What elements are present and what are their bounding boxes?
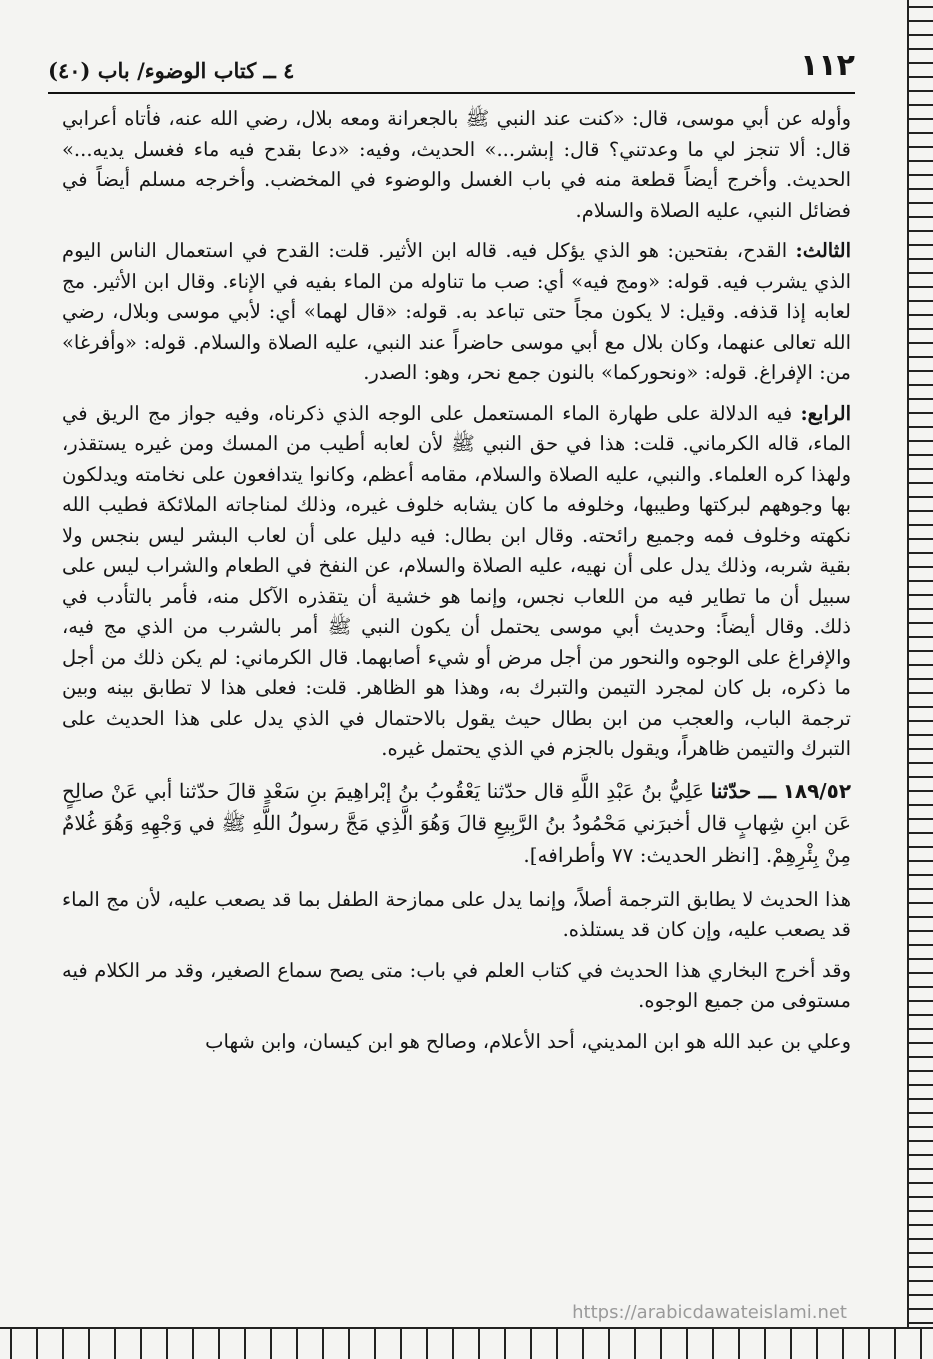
page-number: ١١٢	[800, 48, 855, 83]
decorative-border-right	[907, 0, 933, 1359]
running-title: ٤ ــ كتاب الوضوء/ باب (٤٠)	[48, 58, 295, 83]
paragraph	[62, 399, 851, 765]
hadith-text	[62, 775, 851, 871]
paragraph-text: وأوله عن أبي موسى، قال: «كنت عند النبي ﷺ بالجعرانة ومعه بلال، رضي الله عنه، فأتاه أعرابي قال: ألا تنجز لي ما وعدتني؟ قال: إبشر...» الحديث، وفيه: «دعا بقدح فيه ماء فغسل يديه...» الحديث. وأخرج أيضاً قطعة منه في باب الغسل والوضوء في المخضب. وأخرجه مسلم أيضاً في فضائل النبي، عليه الصلاة والسلام.	[62, 107, 851, 222]
paragraph-text: فيه الدلالة على طهارة الماء المستعمل على الوجه الذي ذكرناه، وفيه جواز مج الريق في الماء، قاله الكرماني. قلت: هذا في حق النبي ﷺ لأن لعابه أطيب من المسك ومن غيره يستقذر، ولهذا كره العلماء. والنبي، عليه الصلاة والسلام، مقامه أعظم، وكانوا يتدافعون على نخامته ويدلكون بها وجوههم لبركتها وطيبها، وخلوفه ما كان يشابه خلوف غيره، وذلك لمناجاته الملائكة فطيب الله نكهته وخلوف فمه وجميع رائحته. وقال ابن بطال: فيه دليل على أن لعاب البشر ليس بنجس ولا بقية شربه، وذلك يدل على أن نهيه، عليه الصلاة والسلام، عن النفخ في الطعام والشراب ليس على سبيل أن ما تطاير فيه من اللعاب نجس، وإنما هو خشية أن يتقذره الآكل منه، فأمر بالتأدب في ذلك. وقال أيضاً: وحديث أبي موسى يحتمل أن يكون النبي ﷺ أمر بالشرب من الذي مج فيه، والإفراغ على الوجوه والنحور من أجل مرض أو شيء أصابهما. قال الكرماني: لم يكن ذلك من أجل ما ذكره، بل كان لمجرد التيمن والتبرك به، وهذا هو الظاهر. قلت: فعلى هذا لا تطابق بينه وبين ترجمة الباب، والعجب من ابن بطال حيث يقول بالاحتمال في الذي يدل على هذا الحديث على التبرك والتيمن ظاهراً، ويقول بالجزم في الذي يحتمل غيره.	[62, 401, 851, 760]
commentary-paragraph: وعلي بن عبد الله هو ابن المديني، أحد الأعلام، وصالح هو ابن كيسان، وابن شهاب	[205, 1029, 851, 1053]
page-body	[62, 104, 851, 1067]
paragraph-lead: الثالث:	[795, 239, 851, 262]
paragraph-lead: الرابع:	[800, 401, 851, 425]
paragraph	[62, 236, 851, 389]
decorative-border-bottom	[0, 1327, 933, 1359]
source-watermark: https://arabicdawateislami.net	[572, 1302, 847, 1323]
hadith-number: ١٨٩/٥٢	[782, 778, 852, 803]
page-header	[48, 44, 855, 94]
paragraph-text: القدح، بفتحين: هو الذي يؤكل فيه. قاله ابن الأثير. قلت: القدح في استعمال الناس اليوم الذي يشرب فيه. قوله: «ومج فيه» أي: صب ما تناوله من الماء بفيه في الإناء. وقال ابن الأثير. مج لعابه إذا قذفه. وقيل: لا يكون مجاً حتى تباعد به. قوله: «قال لهما» أي: لأبي موسى وبلال، رضي الله تعالى عنهما، وكان بلال مع أبي موسى حاضراً عند النبي، عليه الصلاة والسلام. قوله: «وأفرغا» من: الإفراغ. قوله: «ونحوركما» بالنون جمع نحر، وهو: الصدر.	[62, 239, 851, 384]
hadith-body: عَلِيُّ بنُ عَبْدِ اللَّهِ قال حدّثنا يَعْقُوبُ بنُ إبْراهِيمَ بنِ سَعْدٍ قالَ حدّثنا أبي عَنْ صالِحٍ عَن ابنِ شِهابٍ قال أخبرَني مَحْمُودُ بنُ الرَّبِيعِ قالَ وَهُوَ الَّذِي مَجَّ رسولُ اللَّهِ ﷺ في وَجْهِهِ وَهُوَ غُلامٌ مِنْ بِئْرِهِمْ. [انظر الحديث: ٧٧ وأطرافه].	[62, 778, 852, 867]
hadith-dash: ـــ	[751, 778, 777, 803]
hadith-lead: حدّثنا	[710, 778, 752, 803]
paragraph	[62, 104, 851, 226]
commentary-paragraph: هذا الحديث لا يطابق الترجمة أصلاً، وإنما يدل على ممازحة الطفل بما قد يصعب عليه، لأن مج الماء قد يصعب عليه، وإن كان قد يستلذه.	[62, 887, 851, 941]
commentary-paragraph: وقد أخرج البخاري هذا الحديث في كتاب العلم في باب: متى يصح سماع الصغير، وقد مر الكلام فيه مستوفى من جميع الوجوه.	[62, 958, 851, 1012]
